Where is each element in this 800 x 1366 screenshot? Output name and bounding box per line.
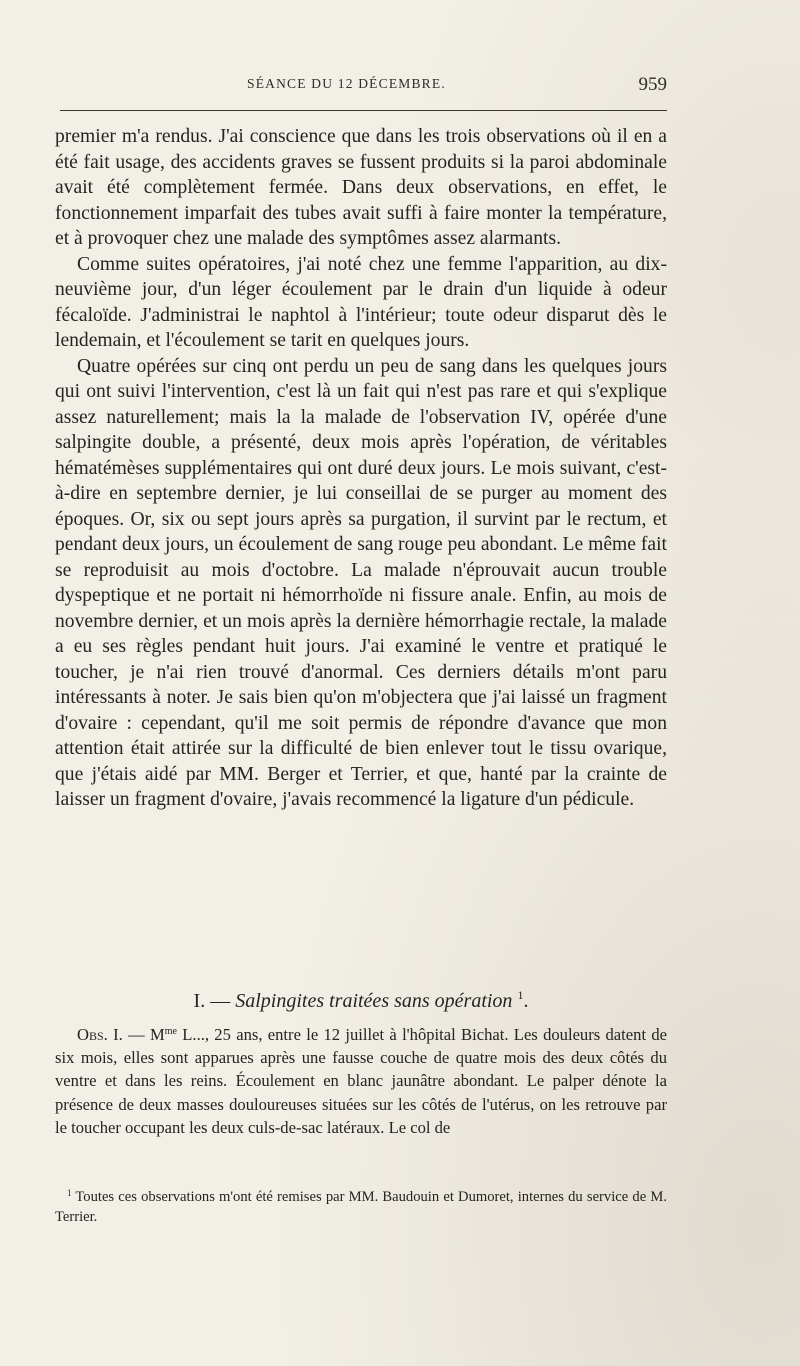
section-number: I. — [193, 990, 236, 1012]
observation-block [55, 1020, 667, 1139]
observation-dash: — [122, 1025, 150, 1044]
observation-label: Obs. I. [77, 1025, 123, 1044]
footnote [55, 1183, 667, 1227]
header-rule [60, 110, 667, 111]
observation-paragraph [55, 1020, 667, 1139]
paragraph-2: Comme suites opératoires, j'ai noté chez une femme l'apparition, au dix-neuvième jour, d'un léger écoulement par le drain d'un liquide à odeur fécaloïde. J'administrai le naphtol à l'intérieur; toute odeur disparut dès le lendemain, et l'écoulement se tarit en quelques jours. [55, 253, 667, 351]
page-number: 959 [638, 74, 667, 95]
body-text [55, 124, 667, 813]
section-title: Salpingites traitées sans opération [235, 990, 513, 1012]
section-heading [55, 982, 667, 1014]
paragraph-1: premier m'a rendus. J'ai conscience que dans les trois observations où il en a été fait usage, des accidents graves se fussent produits si la paroi abdominale avait été complètement fermée. Dans deux observations, en effet, le fonctionnement imparfait des tubes avait suffi à faire monter la température, et à provoquer chez une malade des symptômes assez alarmants. [55, 126, 667, 249]
observation-text: L..., 25 ans, entre le 12 juillet à l'hôpital Bichat. Les douleurs datent de six mois, elles sont apparues après une fausse couche de quatre mois des deux côtés du ventre et dans les reins. Écoulement en blanc jaunâtre abondant. Le palper dénote la présence de deux masses douloureuses situées sur les côtés de l'utérus, on les retrouve par le toucher occupant les deux culs-de-sac latéraux. Le col de [55, 1025, 668, 1137]
running-title: SÉANCE DU 12 DÉCEMBRE. [247, 76, 446, 91]
footnote-text: Toutes ces observations m'ont été remises par MM. Baudouin et Dumoret, internes du service de M. Terrier. [55, 1189, 667, 1225]
footnote-marker: 1 [517, 988, 524, 1002]
section-heading-end: . [523, 990, 529, 1012]
patient-title-sup: me [164, 1026, 177, 1037]
paragraph-3: Quatre opérées sur cinq ont perdu un peu de sang dans les quelques jours qui ont suivi l'intervention, c'est là un fait qui n'est pas rare et qui s'explique assez naturellement; mais la la malade de l'observation IV, opérée d'une salpingite double, a présenté, deux mois après l'opération, de véritables hématémèses supplémentaires qui ont duré deux jours. Le mois suivant, c'est-à-dire en septembre dernier, je lui conseillai de se purger au moment des époques. Or, six ou sept jours après sa purgation, il survint par le rectum, et pendant deux jours, un écoulement de sang rouge peu abondant. Le même fait se reproduisit au mois d'octobre. La malade n'éprouvait aucun trouble dyspeptique et ne portait ni hémorrhoïde ni fissure anale. Enfin, au mois de novembre dernier, et un mois après la dernière hémorrhagie rectale, la malade a eu ses règles pendant huit jours. J'ai examiné le ventre et pratiqué le toucher, je n'ai rien trouvé d'anormal. Ces derniers détails m'ont paru intéressants à noter. Je sais bien qu'on m'objectera que j'ai laissé un fragment d'ovaire : cependant, qu'il me soit permis de répondre d'avance que mon attention était attirée sur la difficulté de bien enlever tout le tissu ovarique, que j'étais aidé par MM. Berger et Terrier, et que, hanté par la crainte de laisser un fragment d'ovaire, j'avais recommencé la ligature d'un pédicule. [55, 355, 667, 810]
footnote-mark: 1 [67, 1188, 72, 1198]
patient-title: M [150, 1025, 165, 1044]
page-header [55, 76, 667, 100]
